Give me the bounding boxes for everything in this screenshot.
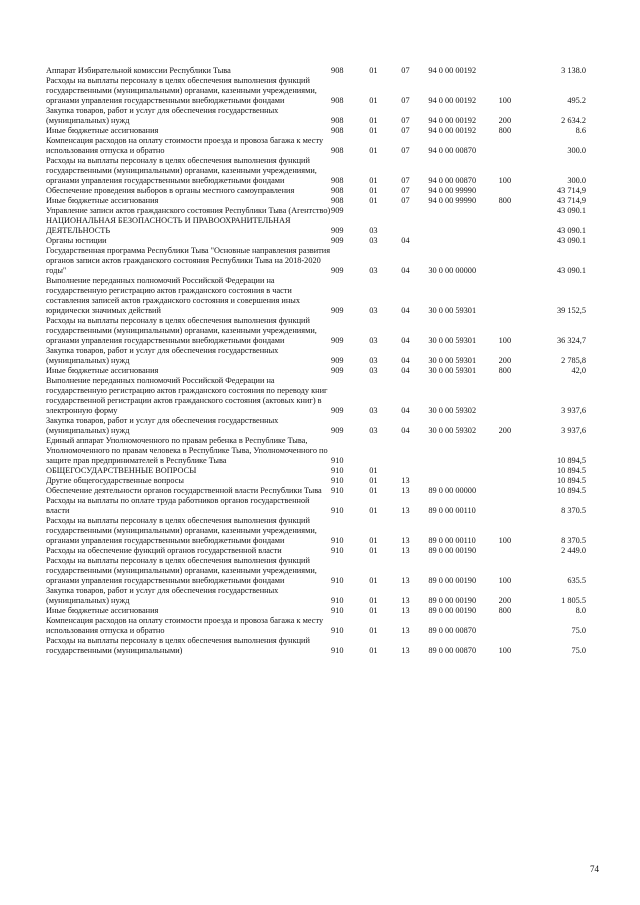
row-section-code: 03 bbox=[369, 306, 378, 315]
row-subsection-code: 07 bbox=[401, 196, 410, 205]
row-section-code: 01 bbox=[369, 486, 378, 495]
row-name: Иные бюджетные ассигнования bbox=[46, 126, 159, 135]
table-row bbox=[46, 586, 586, 606]
row-section-code: 01 bbox=[369, 536, 378, 545]
row-section-code: 01 bbox=[369, 476, 378, 485]
row-target-article-code: 30 0 00 59301 bbox=[428, 336, 477, 345]
row-target-article-code: 89 0 00 00190 bbox=[428, 576, 477, 585]
row-section-code bbox=[369, 436, 401, 466]
row-name: Выполнение переданных полномочий Российской Федерации на государственную регистрацию актов гражданского состояния по переводу книг государственной регистрации актов гражданского состояния (актовых книг) в электронную форму bbox=[46, 376, 328, 415]
row-name: Закупка товаров, работ и услуг для обеспечения государственных (муниципальных) нужд bbox=[46, 106, 279, 125]
row-amount: 300.0 bbox=[567, 146, 586, 155]
row-section-code: 01 bbox=[369, 176, 378, 185]
row-subsection-code bbox=[401, 206, 428, 216]
row-subsection-code: 07 bbox=[401, 116, 410, 125]
row-expense-type-code bbox=[499, 486, 541, 496]
row-name: Иные бюджетные ассигнования bbox=[46, 366, 159, 375]
row-target-article-code bbox=[428, 466, 498, 476]
row-name: Выполнение переданных полномочий Российской Федерации на государственную регистрацию актов гражданского состояния в части составления записей актов гражданского состояния и совершения иных юридически значимых действий bbox=[46, 276, 300, 315]
row-department-code: 910 bbox=[331, 466, 344, 475]
row-name: Органы юстиции bbox=[46, 236, 107, 245]
row-amount: 8.6 bbox=[575, 126, 586, 135]
row-subsection-code bbox=[401, 466, 428, 476]
row-amount: 43 090.1 bbox=[556, 236, 586, 245]
row-subsection-code bbox=[401, 436, 428, 466]
row-section-code: 01 bbox=[369, 126, 378, 135]
table-row bbox=[46, 496, 586, 516]
row-amount: 10 894.5 bbox=[556, 466, 586, 475]
row-target-article-code bbox=[428, 206, 498, 216]
row-name: Закупка товаров, работ и услуг для обеспечения государственных (муниципальных) нужд bbox=[46, 586, 279, 605]
row-subsection-code: 13 bbox=[401, 646, 410, 655]
row-department-code: 908 bbox=[331, 186, 344, 195]
row-amount: 8 370.5 bbox=[561, 506, 586, 515]
row-target-article-code: 89 0 00 00870 bbox=[428, 646, 477, 655]
row-section-code: 01 bbox=[369, 66, 378, 75]
row-subsection-code: 04 bbox=[401, 366, 410, 375]
table-row bbox=[46, 126, 586, 136]
row-target-article-code bbox=[428, 476, 498, 486]
row-target-article-code: 89 0 00 00870 bbox=[428, 626, 477, 635]
row-name: Расходы на выплаты персоналу в целях обеспечения выполнения функций государственными (муниципальными) bbox=[46, 636, 310, 655]
row-department-code: 910 bbox=[331, 506, 344, 515]
row-department-code: 910 bbox=[331, 536, 344, 545]
row-section-code: 01 bbox=[369, 506, 378, 515]
row-amount: 43 714,9 bbox=[556, 186, 586, 195]
table-row bbox=[46, 636, 586, 656]
row-section-code: 01 bbox=[369, 96, 378, 105]
row-subsection-code: 04 bbox=[401, 266, 410, 275]
row-target-article-code: 89 0 00 00110 bbox=[428, 506, 476, 515]
row-section-code: 03 bbox=[369, 226, 378, 235]
row-target-article-code: 89 0 00 00110 bbox=[428, 536, 476, 545]
row-target-article-code: 30 0 00 59301 bbox=[428, 356, 477, 365]
table-row bbox=[46, 156, 586, 186]
row-expense-type-code bbox=[499, 436, 541, 466]
table-row bbox=[46, 236, 586, 246]
row-department-code: 910 bbox=[331, 606, 344, 615]
row-department-code: 910 bbox=[331, 546, 344, 555]
row-department-code: 909 bbox=[331, 206, 344, 215]
row-section-code bbox=[369, 206, 401, 216]
row-expense-type-code: 100 bbox=[498, 336, 512, 345]
row-name: Расходы на выплаты персоналу в целях обеспечения выполнения функций государственными (муниципальными) органами, казенными учреждениями, органами управления государственными внебюджетными фондами bbox=[46, 156, 317, 185]
row-name: Другие общегосударственные вопросы bbox=[46, 476, 184, 485]
row-amount: 2 634.2 bbox=[561, 116, 586, 125]
row-expense-type-code bbox=[499, 206, 541, 216]
row-target-article-code: 94 0 00 00870 bbox=[428, 146, 477, 155]
row-department-code: 909 bbox=[331, 266, 344, 275]
table-row bbox=[46, 416, 586, 436]
row-amount: 2 449.0 bbox=[561, 546, 586, 555]
page-number: 74 bbox=[590, 864, 599, 874]
row-expense-type-code: 200 bbox=[498, 116, 512, 125]
row-target-article-code: 30 0 00 59302 bbox=[428, 426, 477, 435]
table-row bbox=[46, 366, 586, 376]
row-target-article-code bbox=[428, 236, 498, 246]
row-expense-type-code bbox=[499, 216, 541, 236]
row-target-article-code: 30 0 00 59301 bbox=[428, 366, 477, 375]
row-section-code: 03 bbox=[369, 366, 378, 375]
row-expense-type-code bbox=[499, 276, 541, 316]
row-section-code: 01 bbox=[369, 646, 378, 655]
row-name: Единый аппарат Уполномоченного по правам ребенка в Республике Тыва, Уполномоченного по правам человека в Республике Тыва, Уполномоченного по защите прав предпринимателей в Республике Тыва bbox=[46, 436, 328, 465]
row-expense-type-code bbox=[499, 66, 541, 76]
row-expense-type-code bbox=[499, 246, 541, 276]
row-expense-type-code: 100 bbox=[498, 576, 512, 585]
row-name: Обеспечение проведения выборов в органы местного самоуправления bbox=[46, 186, 295, 195]
row-target-article-code: 89 0 00 00190 bbox=[428, 546, 477, 555]
row-department-code: 908 bbox=[331, 96, 344, 105]
row-subsection-code: 13 bbox=[401, 576, 410, 585]
row-target-article-code: 94 0 00 00192 bbox=[428, 96, 477, 105]
row-section-code: 01 bbox=[369, 196, 378, 205]
row-expense-type-code: 100 bbox=[498, 176, 512, 185]
table-row bbox=[46, 546, 586, 556]
row-expense-type-code: 200 bbox=[498, 426, 512, 435]
row-amount: 3 937,6 bbox=[561, 426, 586, 435]
row-expense-type-code: 200 bbox=[498, 596, 512, 605]
row-subsection-code: 13 bbox=[401, 536, 410, 545]
table-row bbox=[46, 466, 586, 476]
row-amount: 43 090.1 bbox=[556, 266, 586, 275]
row-expense-type-code: 800 bbox=[498, 606, 512, 615]
row-expense-type-code bbox=[499, 186, 541, 196]
row-department-code: 909 bbox=[331, 336, 344, 345]
row-name: Иные бюджетные ассигнования bbox=[46, 606, 159, 615]
row-amount: 39 152,5 bbox=[556, 306, 586, 315]
row-subsection-code: 13 bbox=[401, 506, 410, 515]
row-name: Обеспечение деятельности органов государственной власти Республики Тыва bbox=[46, 486, 322, 495]
row-department-code: 910 bbox=[331, 456, 344, 465]
row-name: Государственная программа Республики Тыва "Основные направления развития органов записи актов гражданского состояния Республики Тыва на 2018-2020 годы" bbox=[46, 246, 331, 275]
row-amount: 3 937,6 bbox=[561, 406, 586, 415]
row-subsection-code bbox=[401, 216, 428, 236]
row-department-code: 910 bbox=[331, 596, 344, 605]
row-expense-type-code: 800 bbox=[498, 366, 512, 375]
table-row bbox=[46, 516, 586, 546]
row-target-article-code: 94 0 00 00192 bbox=[428, 126, 477, 135]
row-target-article-code: 94 0 00 00192 bbox=[428, 116, 477, 125]
row-subsection-code: 07 bbox=[401, 66, 410, 75]
row-subsection-code: 13 bbox=[401, 606, 410, 615]
table-row bbox=[46, 376, 586, 416]
row-subsection-code: 13 bbox=[401, 546, 410, 555]
row-section-code: 01 bbox=[369, 116, 378, 125]
row-subsection-code: 07 bbox=[401, 96, 410, 105]
row-department-code: 910 bbox=[331, 476, 344, 485]
row-department-code: 908 bbox=[331, 66, 344, 75]
row-subsection-code: 04 bbox=[401, 406, 410, 415]
row-subsection-code: 04 bbox=[401, 426, 410, 435]
row-department-code: 909 bbox=[331, 356, 344, 365]
row-section-code: 03 bbox=[369, 356, 378, 365]
row-expense-type-code bbox=[499, 376, 541, 416]
row-department-code: 909 bbox=[331, 366, 344, 375]
table-row bbox=[46, 556, 586, 586]
row-name: Закупка товаров, работ и услуг для обеспечения государственных (муниципальных) нужд bbox=[46, 346, 279, 365]
row-subsection-code: 04 bbox=[401, 336, 410, 345]
row-amount: 635.5 bbox=[567, 576, 586, 585]
row-subsection-code: 04 bbox=[401, 356, 410, 365]
table-row bbox=[46, 186, 586, 196]
row-section-code: 03 bbox=[369, 236, 378, 245]
row-target-article-code bbox=[428, 436, 498, 466]
row-section-code: 01 bbox=[369, 596, 378, 605]
row-section-code: 01 bbox=[369, 186, 378, 195]
row-amount: 36 324,7 bbox=[556, 336, 586, 345]
row-amount: 8.0 bbox=[575, 606, 586, 615]
budget-table bbox=[46, 66, 586, 656]
row-department-code: 908 bbox=[331, 146, 344, 155]
table-row bbox=[46, 206, 586, 216]
row-amount: 2 785,8 bbox=[561, 356, 586, 365]
row-expense-type-code: 100 bbox=[498, 646, 512, 655]
row-section-code: 01 bbox=[369, 606, 378, 615]
row-department-code: 909 bbox=[331, 406, 344, 415]
row-department-code: 910 bbox=[331, 576, 344, 585]
row-department-code: 909 bbox=[331, 306, 344, 315]
row-expense-type-code bbox=[499, 236, 541, 246]
row-amount: 10 894.5 bbox=[556, 486, 586, 495]
table-row bbox=[46, 606, 586, 616]
row-amount: 8 370.5 bbox=[561, 536, 586, 545]
row-department-code: 908 bbox=[331, 126, 344, 135]
row-expense-type-code bbox=[499, 476, 541, 486]
row-section-code: 03 bbox=[369, 266, 378, 275]
row-section-code: 01 bbox=[369, 146, 378, 155]
row-expense-type-code bbox=[499, 466, 541, 476]
row-department-code: 909 bbox=[331, 236, 344, 245]
row-subsection-code: 13 bbox=[401, 596, 410, 605]
row-department-code: 909 bbox=[331, 426, 344, 435]
row-amount: 10 894,5 bbox=[556, 456, 586, 465]
table-row bbox=[46, 76, 586, 106]
row-amount: 75.0 bbox=[571, 646, 586, 655]
row-department-code: 908 bbox=[331, 176, 344, 185]
row-target-article-code: 94 0 00 00192 bbox=[428, 66, 477, 75]
table-row bbox=[46, 436, 586, 466]
row-amount: 1 805.5 bbox=[561, 596, 586, 605]
row-amount: 495.2 bbox=[567, 96, 586, 105]
row-target-article-code: 94 0 00 99990 bbox=[428, 186, 477, 195]
row-amount: 43 714,9 bbox=[556, 196, 586, 205]
row-target-article-code: 30 0 00 59302 bbox=[428, 406, 477, 415]
row-name: Аппарат Избирательной комиссии Республики Тыва bbox=[46, 66, 231, 75]
row-expense-type-code bbox=[499, 496, 541, 516]
row-name: ОБЩЕГОСУДАРСТВЕННЫЕ ВОПРОСЫ bbox=[46, 466, 197, 475]
row-amount: 10 894.5 bbox=[556, 476, 586, 485]
row-amount: 43 090.1 bbox=[556, 226, 586, 235]
row-section-code: 01 bbox=[369, 576, 378, 585]
row-name: НАЦИОНАЛЬНАЯ БЕЗОПАСНОСТЬ И ПРАВООХРАНИТЕЛЬНАЯ ДЕЯТЕЛЬНОСТЬ bbox=[46, 216, 291, 235]
row-name: Расходы на обеспечение функций органов государственной власти bbox=[46, 546, 282, 555]
table-row bbox=[46, 316, 586, 346]
row-amount: 75.0 bbox=[571, 626, 586, 635]
row-name: Иные бюджетные ассигнования bbox=[46, 196, 159, 205]
row-name: Расходы на выплаты персоналу в целях обеспечения выполнения функций государственными (муниципальными) органами, казенными учреждениями, органами управления государственными внебюджетными фондами bbox=[46, 316, 317, 345]
table-row bbox=[46, 276, 586, 316]
row-expense-type-code: 200 bbox=[498, 356, 512, 365]
row-name: Расходы на выплаты по оплате труда работников органов государственной власти bbox=[46, 496, 310, 515]
row-amount: 42,0 bbox=[571, 366, 586, 375]
row-subsection-code: 07 bbox=[401, 126, 410, 135]
row-section-code: 03 bbox=[369, 406, 378, 415]
table-row bbox=[46, 196, 586, 206]
row-department-code: 910 bbox=[331, 486, 344, 495]
row-section-code: 03 bbox=[369, 426, 378, 435]
row-department-code: 908 bbox=[331, 196, 344, 205]
row-name: Расходы на выплаты персоналу в целях обеспечения выполнения функций государственными (муниципальными) органами, казенными учреждениями, органами управления государственными внебюджетными фондами bbox=[46, 556, 317, 585]
budget-table-body bbox=[46, 66, 586, 656]
row-expense-type-code bbox=[499, 616, 541, 636]
row-amount: 300.0 bbox=[567, 176, 586, 185]
row-section-code: 03 bbox=[369, 336, 378, 345]
row-subsection-code: 13 bbox=[401, 476, 410, 485]
row-subsection-code: 04 bbox=[401, 306, 410, 315]
row-name: Управление записи актов гражданского состояния Республики Тыва (Агентство) bbox=[46, 206, 331, 215]
row-subsection-code: 07 bbox=[401, 186, 410, 195]
row-amount: 3 138.0 bbox=[561, 66, 586, 75]
row-department-code: 910 bbox=[331, 626, 344, 635]
row-amount: 43 090.1 bbox=[556, 206, 586, 215]
table-row bbox=[46, 246, 586, 276]
row-department-code: 910 bbox=[331, 646, 344, 655]
row-name: Компенсация расходов на оплату стоимости проезда и провоза багажа к месту использования отпуска и обратно bbox=[46, 616, 324, 635]
table-row bbox=[46, 346, 586, 366]
budget-document bbox=[46, 66, 586, 656]
row-expense-type-code: 800 bbox=[498, 126, 512, 135]
table-row bbox=[46, 616, 586, 636]
row-subsection-code: 07 bbox=[401, 146, 410, 155]
row-target-article-code: 89 0 00 00000 bbox=[428, 486, 477, 495]
row-target-article-code: 89 0 00 00190 bbox=[428, 606, 477, 615]
table-row bbox=[46, 136, 586, 156]
row-department-code: 908 bbox=[331, 116, 344, 125]
table-row bbox=[46, 216, 586, 236]
row-subsection-code: 07 bbox=[401, 176, 410, 185]
row-section-code: 01 bbox=[369, 626, 378, 635]
row-department-code: 909 bbox=[331, 226, 344, 235]
row-expense-type-code: 800 bbox=[498, 196, 512, 205]
row-target-article-code: 30 0 00 59301 bbox=[428, 306, 477, 315]
row-expense-type-code: 100 bbox=[498, 536, 512, 545]
row-target-article-code bbox=[428, 216, 498, 236]
row-target-article-code: 89 0 00 00190 bbox=[428, 596, 477, 605]
row-target-article-code: 30 0 00 00000 bbox=[428, 266, 477, 275]
row-section-code: 01 bbox=[369, 546, 378, 555]
table-row bbox=[46, 106, 586, 126]
row-expense-type-code bbox=[499, 136, 541, 156]
row-name: Компенсация расходов на оплату стоимости проезда и провоза багажа к месту использования отпуска и обратно bbox=[46, 136, 324, 155]
row-expense-type-code bbox=[499, 546, 541, 556]
row-expense-type-code: 100 bbox=[498, 96, 512, 105]
row-section-code: 01 bbox=[369, 466, 378, 475]
row-subsection-code: 13 bbox=[401, 626, 410, 635]
table-row bbox=[46, 66, 586, 76]
row-name: Расходы на выплаты персоналу в целях обеспечения выполнения функций государственными (муниципальными) органами, казенными учреждениями, органами управления государственными внебюджетными фондами bbox=[46, 76, 317, 105]
row-subsection-code: 13 bbox=[401, 486, 410, 495]
row-target-article-code: 94 0 00 00870 bbox=[428, 176, 477, 185]
row-subsection-code: 04 bbox=[401, 236, 410, 245]
table-row bbox=[46, 476, 586, 486]
row-target-article-code: 94 0 00 99990 bbox=[428, 196, 477, 205]
row-name: Расходы на выплаты персоналу в целях обеспечения выполнения функций государственными (муниципальными) органами, казенными учреждениями, органами управления государственными внебюджетными фондами bbox=[46, 516, 317, 545]
row-name: Закупка товаров, работ и услуг для обеспечения государственных (муниципальных) нужд bbox=[46, 416, 279, 435]
table-row bbox=[46, 486, 586, 496]
